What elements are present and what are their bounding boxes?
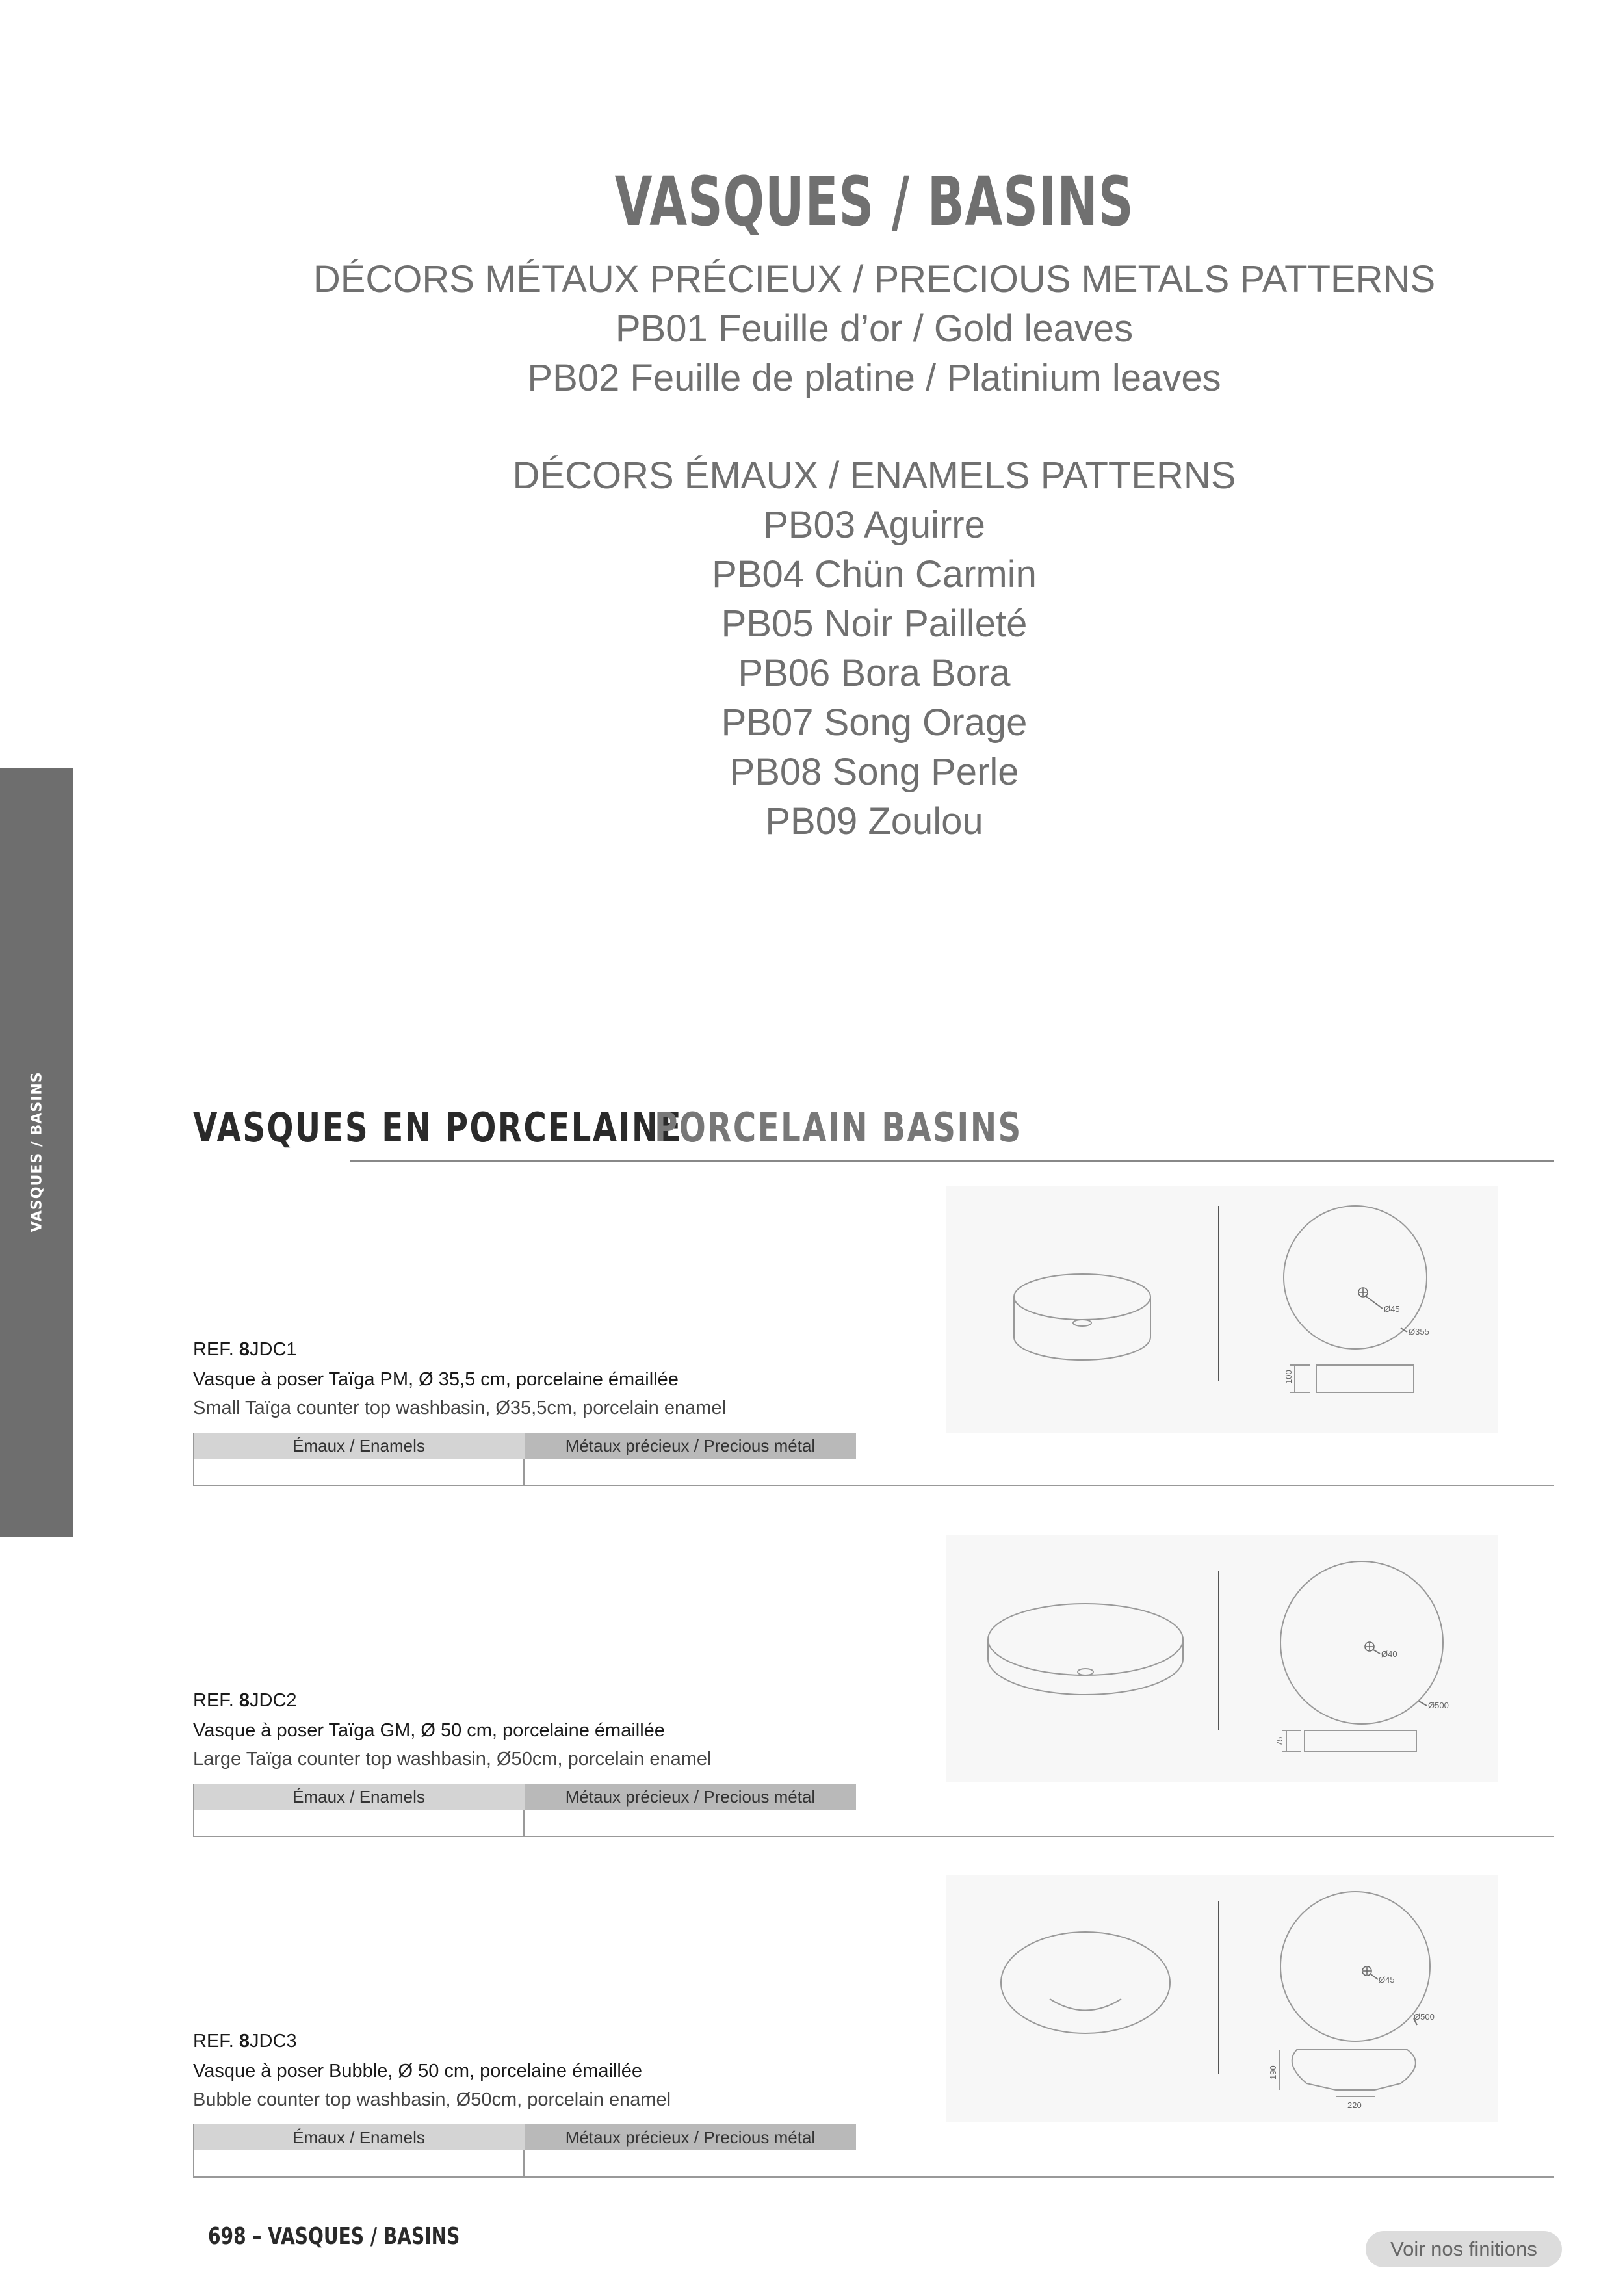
metals-heading: DÉCORS MÉTAUX PRÉCIEUX / PRECIOUS METALS PATTERNS [313,258,1436,300]
enamels-column-header: Émaux / Enamels [193,1433,525,1459]
enamels-heading: DÉCORS ÉMAUX / ENAMELS PATTERNS [512,454,1236,497]
basin-drawing [946,1186,1498,1433]
diameter-dimension: Ø500 [1428,1701,1449,1710]
height-dimension: 75 [1275,1736,1284,1746]
drain-dimension: Ø40 [1381,1649,1397,1659]
metals-column-header: Métaux précieux / Precious métal [525,2124,856,2150]
page-title: VASQUES / BASINS [614,162,1134,241]
enamels-column-header: Émaux / Enamels [193,2124,525,2150]
product-ref: REF. 8JDC2 [193,1690,297,1711]
height-dimension: 100 [1284,1370,1293,1384]
enamel-pattern-item: PB06 Bora Bora [738,652,1011,694]
enamel-pattern-item: PB08 Song Perle [729,751,1019,793]
base-dimension: 220 [1347,2100,1362,2110]
side-tab-label: VASQUES / BASINS [29,1071,45,1233]
metals-column-header: Métaux précieux / Precious métal [525,1784,856,1810]
diameter-dimension: Ø355 [1409,1327,1429,1337]
section-title-fr: VASQUES EN PORCELAINE [193,1104,683,1151]
metals-column-header: Métaux précieux / Precious métal [525,1433,856,1459]
product-description-en: Large Taïga counter top washbasin, Ø50cm, porcelain enamel [193,1749,712,1769]
enamel-pattern-item: PB09 Zoulou [765,800,983,842]
technical-drawing [946,1186,1498,1433]
finish-table [193,2124,1554,2178]
basin-drawing [946,1875,1498,2122]
finish-table [193,1784,1554,1837]
finish-table [193,1433,1554,1486]
product-description-fr: Vasque à poser Taïga PM, Ø 35,5 cm, porcelaine émaillée [193,1369,679,1390]
enamel-pattern-item: PB03 Aguirre [763,504,985,546]
view-finishes-button[interactable]: Voir nos finitions [1366,2231,1562,2267]
product-description-fr: Vasque à poser Taïga GM, Ø 50 cm, porcelaine émaillée [193,1720,665,1741]
hero-block [195,156,1553,846]
basin-drawing [946,1535,1498,1782]
product-description-fr: Vasque à poser Bubble, Ø 50 cm, porcelaine émaillée [193,2061,643,2081]
product-description-en: Small Taïga counter top washbasin, Ø35,5cm, porcelain enamel [193,1398,726,1418]
page-footer: 698 – VASQUES / BASINS [208,2223,460,2250]
technical-drawing [946,1875,1498,2122]
metal-pattern-item: PB01 Feuille d’or / Gold leaves [615,307,1134,350]
section-divider [350,1160,1554,1162]
side-tab [0,768,73,1537]
section-heading [193,1104,1554,1164]
height-dimension: 190 [1268,2065,1278,2080]
enamel-pattern-item: PB07 Song Orage [721,701,1028,744]
drain-dimension: Ø45 [1379,1975,1395,1985]
enamels-column-header: Émaux / Enamels [193,1784,525,1810]
enamel-pattern-item: PB04 Chün Carmin [712,553,1037,595]
technical-drawing [946,1535,1498,1782]
metal-pattern-item: PB02 Feuille de platine / Platinium leaves [527,357,1221,399]
product-ref: REF. 8JDC1 [193,1339,297,1360]
diameter-dimension: Ø500 [1414,2012,1435,2022]
enamel-pattern-item: PB05 Noir Pailleté [721,603,1028,645]
product-ref: REF. 8JDC3 [193,2031,297,2052]
section-title-en: PORCELAIN BASINS [655,1104,1022,1151]
product-description-en: Bubble counter top washbasin, Ø50cm, porcelain enamel [193,2089,671,2110]
drain-dimension: Ø45 [1384,1304,1400,1314]
